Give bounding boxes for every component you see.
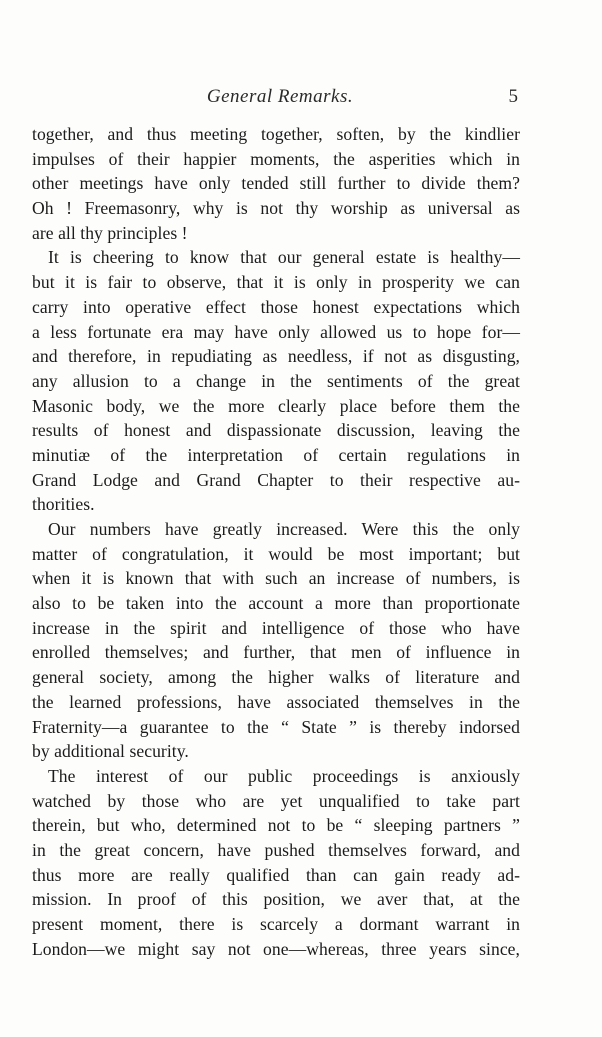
text-line: present moment, there is scarcely a dormant warrant in — [32, 914, 520, 934]
text-line: general society, among the higher walks of literature and — [32, 667, 520, 688]
text-line: London—we might say not one—whereas, three years since, — [32, 938, 520, 959]
text-line: Our numbers have greatly increased. Were this the only — [48, 519, 520, 539]
text-line: are all thy principles ! — [32, 222, 188, 243]
text-line: by additional security. — [32, 741, 189, 762]
text-line: watched by those who are yet unqualified to take part — [32, 790, 520, 811]
text-line: other meetings have only tended still further to divide them? — [32, 173, 520, 194]
text-line: the learned professions, have associated themselves in the — [32, 691, 520, 712]
text-line: minutiæ of the interpretation of certain regulations in — [32, 444, 520, 465]
text-line: It is cheering to know that our general estate is healthy— — [48, 247, 520, 268]
text-line: but it is fair to observe, that it is only in prosperity we can — [32, 272, 520, 293]
text-line: Grand Lodge and Grand Chapter to their respective au- — [32, 469, 520, 490]
text-line: therein, but who, determined not to be “ sleeping partners ” — [32, 815, 520, 836]
running-title: General Remarks. — [206, 86, 354, 107]
text-line: together, and thus meeting together, soften, by the kindlier — [32, 124, 520, 144]
text-line: Fraternity—a guarantee to the “ State ” is thereby indorsed — [32, 716, 520, 737]
text-line: matter of congratulation, it would be most important; but — [32, 543, 520, 564]
text-line: results of honest and dispassionate discussion, leaving the — [32, 420, 520, 441]
text-line: enrolled themselves; and further, that men of influence in — [32, 642, 520, 663]
text-line: Masonic body, we the more clearly place before them the — [32, 395, 520, 416]
text-line: and therefore, in repudiating as needless, if not as disgusting, — [32, 346, 520, 367]
running-head — [30, 86, 530, 110]
text-line: mission. In proof of this position, we aver that, at the — [32, 889, 520, 910]
text-line: in the great concern, have pushed themselves forward, and — [32, 839, 520, 860]
text-line: thorities. — [32, 494, 95, 515]
text-line: thus more are really qualified than can gain ready ad- — [32, 864, 520, 885]
text-line: carry into operative effect those honest expectations which — [32, 296, 520, 317]
text-line: The interest of our public proceedings is anxiously — [48, 765, 520, 786]
text-line: a less fortunate era may have only allowed us to hope for— — [32, 321, 520, 342]
text-line: impulses of their happier moments, the asperities which in — [32, 148, 520, 169]
body-text — [32, 122, 520, 961]
text-line: Oh ! Freemasonry, why is not thy worship as universal as — [32, 198, 520, 219]
page-number: 5 — [508, 86, 518, 107]
text-line: when it is known that with such an increase of numbers, is — [32, 568, 520, 589]
text-line: increase in the spirit and intelligence of those who have — [32, 617, 520, 638]
text-line: any allusion to a change in the sentiments of the great — [32, 370, 520, 391]
text-line: also to be taken into the account a more than proportionate — [32, 593, 520, 614]
